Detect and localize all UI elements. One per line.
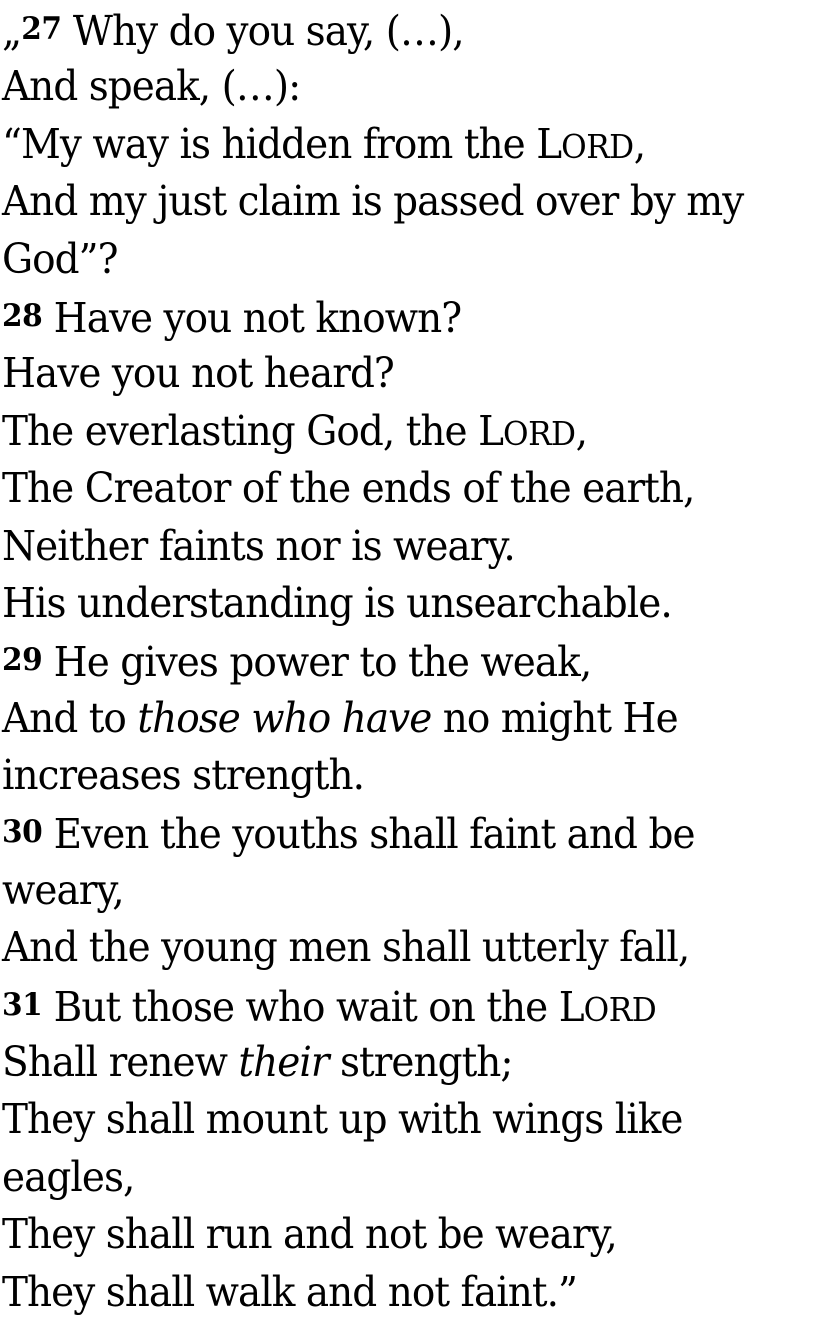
text-segment: eagles, bbox=[2, 1152, 135, 1201]
text-segment: , bbox=[633, 119, 646, 168]
text-segment: God”? bbox=[2, 234, 118, 283]
verse-line bbox=[2, 231, 795, 288]
verse-line bbox=[2, 747, 795, 804]
text-segment: those who have bbox=[137, 693, 432, 742]
verse-line bbox=[2, 1149, 795, 1206]
text-segment: no might He bbox=[431, 693, 678, 742]
verse-line bbox=[2, 173, 795, 230]
text-segment: Shall renew bbox=[2, 1038, 239, 1087]
text-segment: And speak, (…): bbox=[2, 62, 301, 111]
text-segment: They shall mount up with wings like bbox=[2, 1095, 683, 1144]
verse-line bbox=[2, 632, 795, 689]
text-segment: Even the youths shall faint and be bbox=[42, 810, 695, 859]
verse-line bbox=[2, 1034, 795, 1091]
text-segment: ORD bbox=[503, 414, 576, 453]
verse-line bbox=[2, 116, 795, 173]
verse-number: 27 bbox=[21, 11, 62, 47]
text-segment: „ bbox=[2, 7, 22, 56]
text-segment: And my just claim is passed over by my bbox=[2, 177, 744, 226]
verse-line bbox=[2, 288, 795, 345]
text-segment: They shall run and not be weary, bbox=[2, 1210, 617, 1259]
verse-line bbox=[2, 690, 795, 747]
verse-line bbox=[2, 575, 795, 632]
verse-line bbox=[2, 1, 795, 58]
text-segment: “My way is hidden from the L bbox=[2, 119, 562, 168]
text-segment: Neither faints nor is weary. bbox=[2, 521, 515, 570]
text-segment: Have you not heard? bbox=[2, 349, 394, 398]
text-segment: And to bbox=[2, 693, 138, 742]
verse-line bbox=[2, 518, 795, 575]
text-segment: Why do you say, (…), bbox=[61, 7, 464, 56]
text-segment: His understanding is unsearchable. bbox=[2, 578, 672, 627]
verse-line bbox=[2, 460, 795, 517]
text-segment: The Creator of the ends of the earth, bbox=[2, 464, 695, 513]
text-segment: ORD bbox=[561, 127, 634, 166]
text-segment: increases strength. bbox=[2, 751, 365, 800]
verse-number: 30 bbox=[2, 814, 43, 851]
verse-line bbox=[2, 403, 795, 460]
verse-line bbox=[2, 1091, 795, 1148]
verse-number: 31 bbox=[2, 986, 43, 1023]
text-segment: weary, bbox=[2, 865, 124, 914]
text-segment: , bbox=[575, 406, 588, 455]
text-segment: strength; bbox=[328, 1038, 513, 1087]
verse-line bbox=[2, 1206, 795, 1263]
text-segment: ORD bbox=[583, 990, 657, 1029]
text-segment: He gives power to the weak, bbox=[42, 638, 592, 687]
verse-line bbox=[2, 345, 795, 402]
verse-number: 28 bbox=[2, 297, 43, 334]
verse-line bbox=[2, 58, 795, 115]
text-segment: And the young men shall utterly fall, bbox=[2, 923, 690, 972]
verse-line bbox=[2, 862, 795, 919]
text-segment: They shall walk and not faint.” bbox=[2, 1267, 577, 1316]
verse-line bbox=[2, 919, 795, 976]
text-segment: The everlasting God, the L bbox=[2, 406, 504, 455]
verse-line bbox=[2, 1264, 795, 1321]
verse-line bbox=[2, 977, 795, 1034]
text-segment: their bbox=[238, 1038, 329, 1087]
text-segment: But those who wait on the L bbox=[42, 982, 584, 1031]
verse-number: 29 bbox=[2, 642, 43, 679]
text-segment: Have you not known? bbox=[42, 294, 462, 343]
verse-line bbox=[2, 804, 795, 861]
